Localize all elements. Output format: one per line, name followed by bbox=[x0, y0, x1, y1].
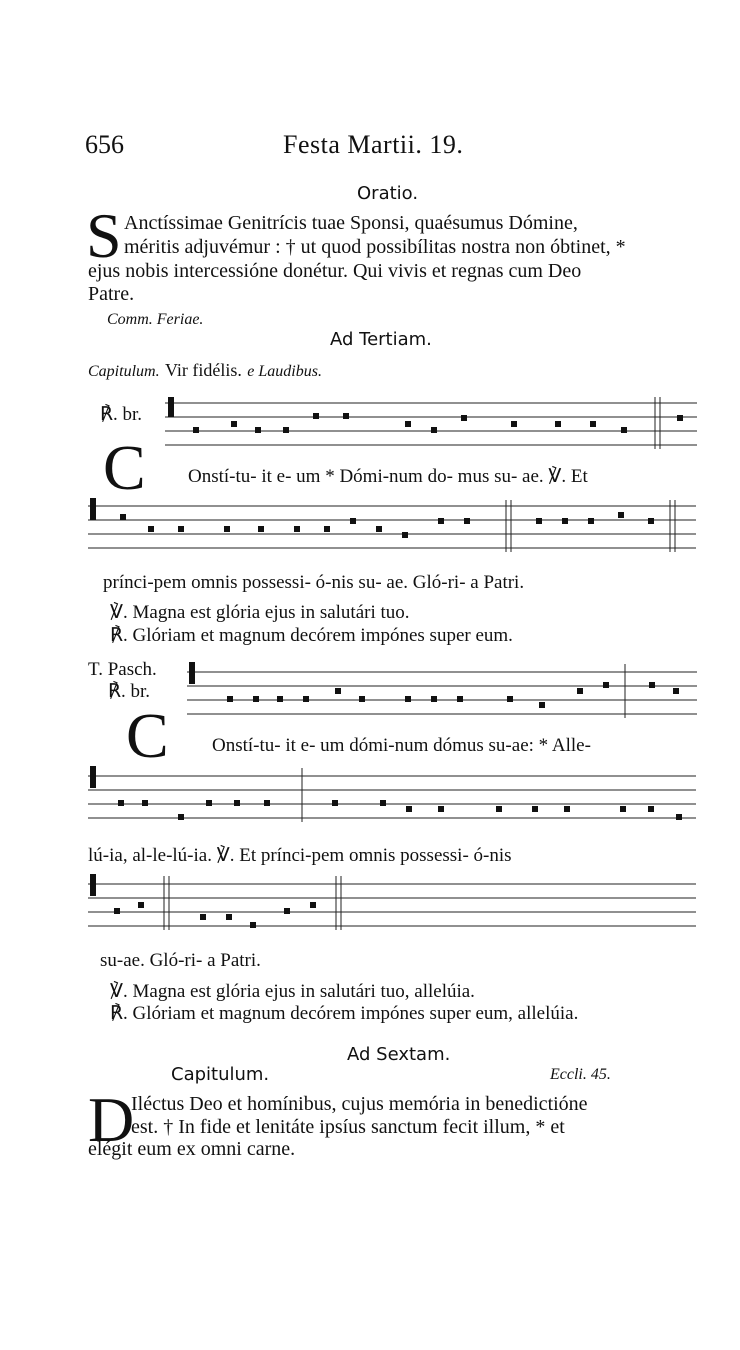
oratio-line-4: Patre. bbox=[88, 283, 135, 305]
pasch-staff-3 bbox=[88, 872, 696, 938]
oratio-heading: Oratio. bbox=[357, 183, 419, 204]
pasch-resp-label: ℟. br. bbox=[108, 681, 151, 702]
capitulum-label: Capitulum. bbox=[88, 363, 160, 380]
ad-sextam-heading: Ad Sextam. bbox=[347, 1044, 451, 1065]
page-number: 656 bbox=[85, 130, 124, 159]
oratio-line-3: ejus nobis intercessióne donétur. Qui vivis et regnas cum Deo bbox=[88, 260, 582, 282]
pasch-versicle: ℣. Magna est glória ejus in salutári tuo, allelúia. bbox=[110, 981, 475, 1002]
pasch-label: T. Pasch. bbox=[88, 659, 157, 680]
pasch-response: ℟. Glóriam et magnum decórem impónes super eum, allelúia. bbox=[110, 1003, 579, 1024]
pasch-chant2-lyrics: lú-ia, al-le-lú-ia. ℣. Et prínci-pem omnis possessi- ó-nis bbox=[88, 845, 512, 866]
chant2-lyrics: prínci-pem omnis possessi- ó-nis su- ae. Gló-ri- a Patri. bbox=[103, 572, 525, 593]
sextam-line-3: elégit eum ex omni carne. bbox=[88, 1138, 296, 1160]
capitulum-source: e Laudibus. bbox=[247, 363, 322, 380]
sextam-line-1: Iléctus Deo et homínibus, cujus memória in benedictióne bbox=[131, 1093, 588, 1115]
oratio-initial: S bbox=[86, 200, 122, 271]
capitulum-line bbox=[88, 360, 322, 381]
tertiam-versicle: ℣. Magna est glória ejus in salutári tuo. bbox=[110, 602, 410, 623]
resp-label: ℟. br. bbox=[100, 404, 143, 425]
pasch-chant1-lyrics: Onstí-tu- it e- um dómi-num dómus su-ae: * Alle- bbox=[212, 735, 591, 756]
pasch-initial: C bbox=[126, 700, 169, 771]
pasch-staff-2 bbox=[88, 764, 696, 830]
pasch-chant3-lyrics: su-ae. Gló-ri- a Patri. bbox=[100, 950, 261, 971]
oratio-line-2: méritis adjuvémur : † ut quod possibílitas nostra non óbtinet, * bbox=[124, 236, 626, 258]
sextam-source: Eccli. 45. bbox=[550, 1066, 611, 1083]
sextam-capitulum-label: Capitulum. bbox=[171, 1064, 270, 1085]
sextam-initial: D bbox=[88, 1084, 135, 1155]
comm-feriae: Comm. Feriae. bbox=[107, 311, 204, 328]
chant-staff-2 bbox=[88, 496, 696, 562]
tertiam-response: ℟. Glóriam et magnum decórem impónes super eum. bbox=[110, 625, 513, 646]
ad-tertiam-heading: Ad Tertiam. bbox=[330, 329, 432, 350]
pasch-staff-1 bbox=[187, 660, 697, 726]
chant1-lyrics: Onstí-tu- it e- um * Dómi-num do- mus su- ae. ℣. Et bbox=[188, 466, 588, 487]
capitulum-text: Vir fidélis. bbox=[164, 360, 242, 380]
tertiam-initial: C bbox=[103, 432, 146, 503]
running-title: Festa Martii. 19. bbox=[283, 130, 464, 159]
oratio-line-1: Anctíssimae Genitrícis tuae Sponsi, quaésumus Dómine, bbox=[124, 212, 578, 234]
chant-staff-1 bbox=[165, 393, 697, 463]
sextam-line-2: est. † In fide et lenitáte ipsíus sanctum fecit illum, * et bbox=[131, 1116, 565, 1138]
